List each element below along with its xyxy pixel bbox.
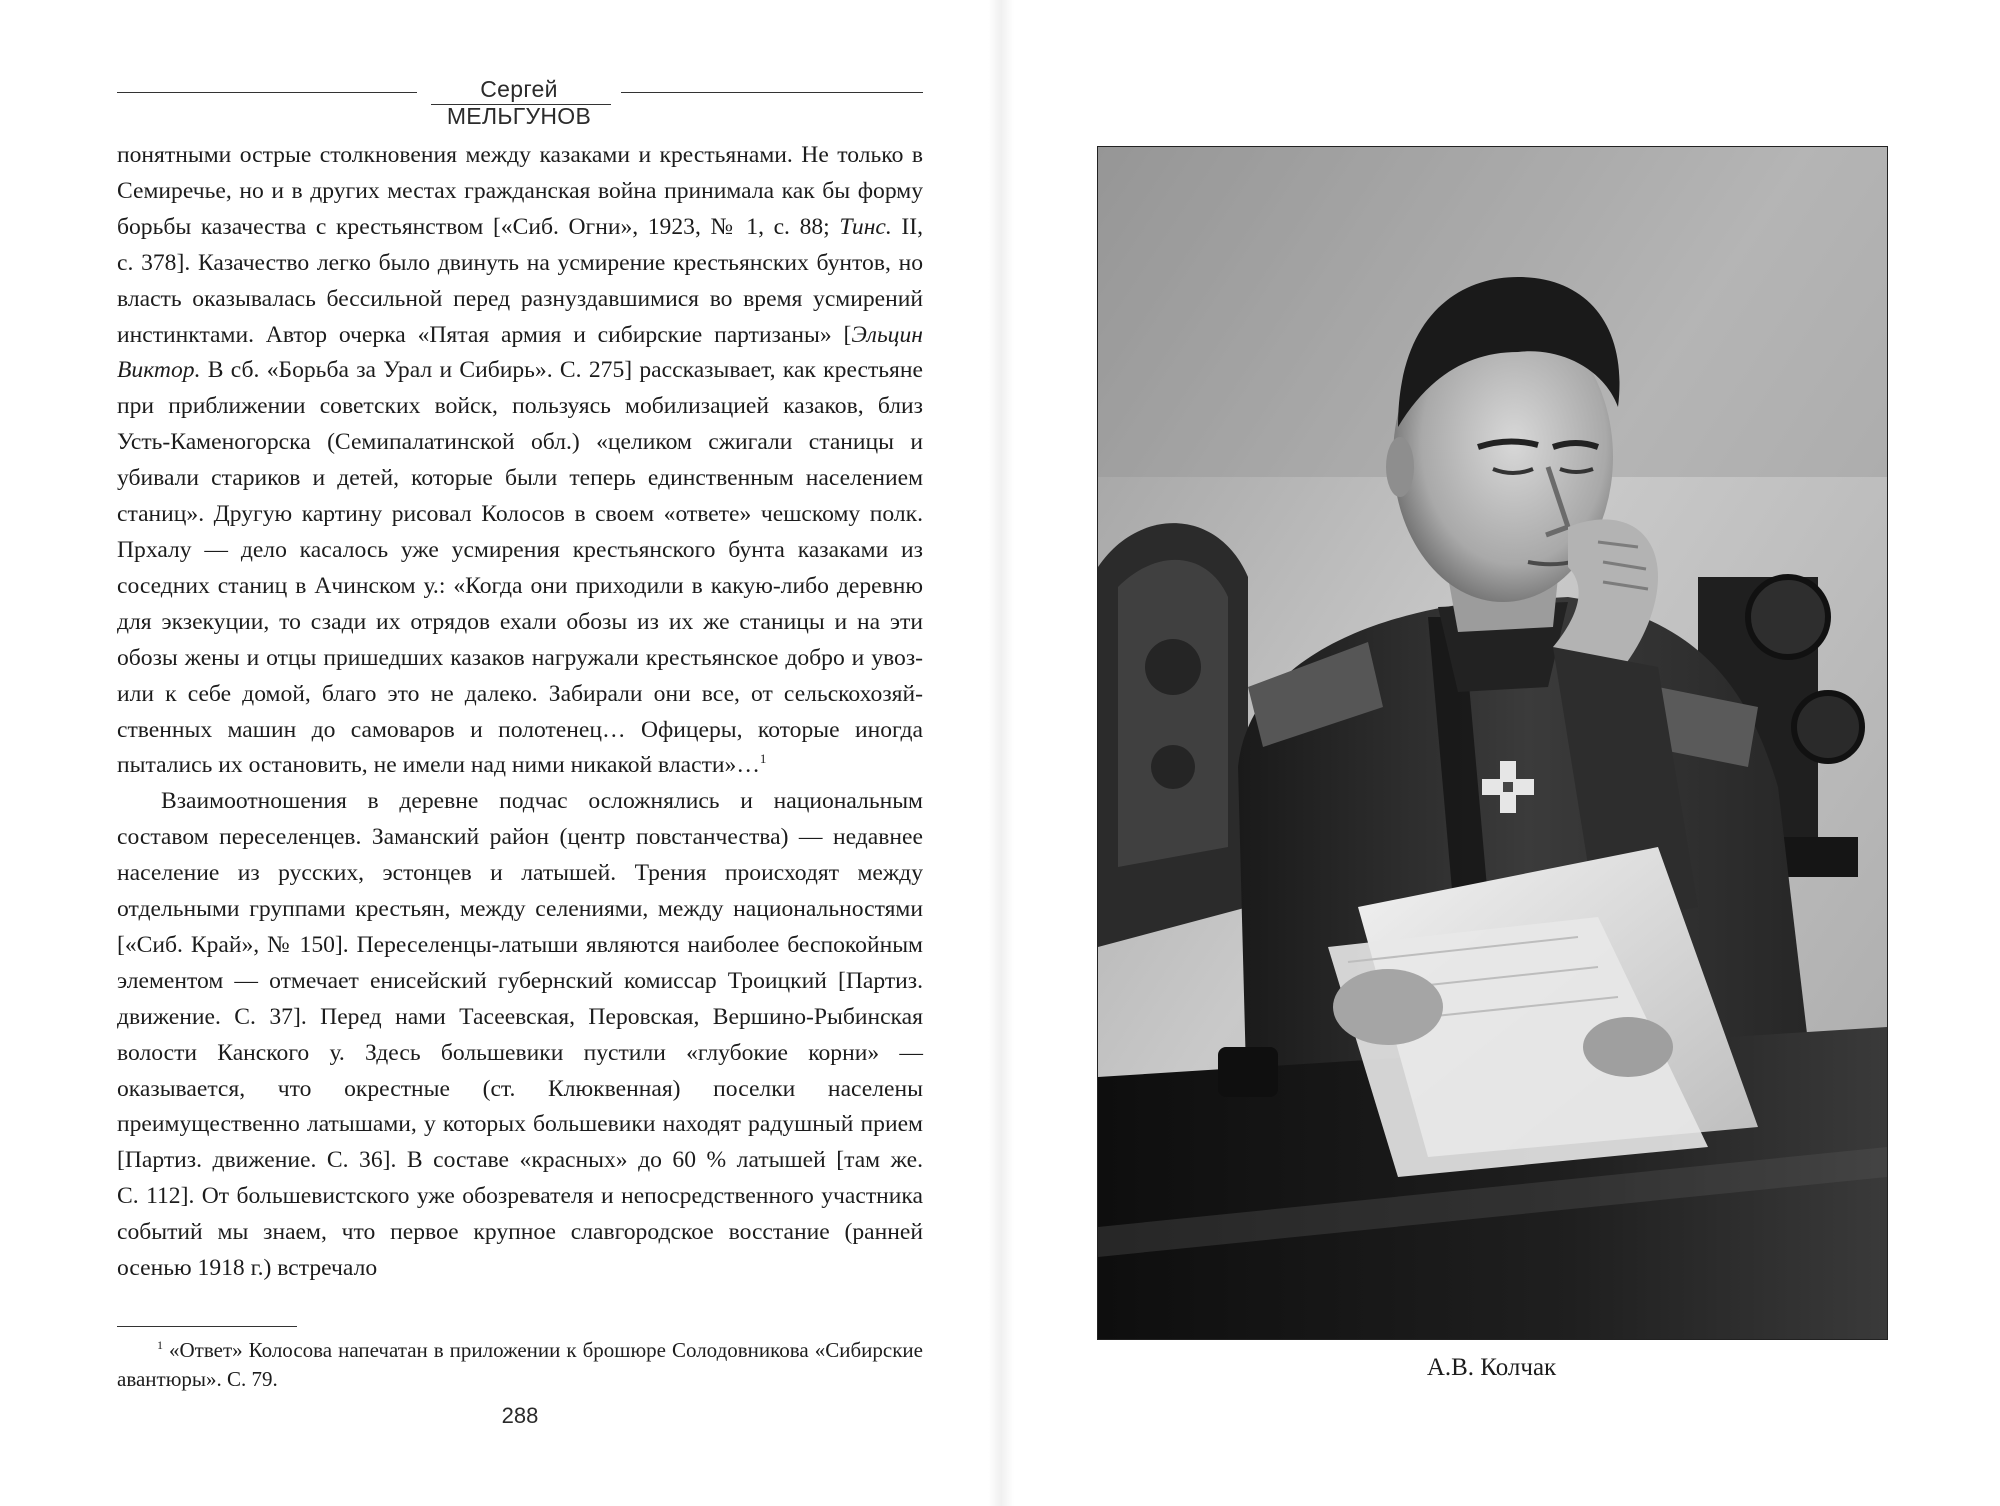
footnote — [117, 1336, 923, 1394]
text-run: В сб. «Борьба за Урал и Сибирь». С. 275] рассказывает, как крестьяне при приближении советских войск, пользуясь мобилизацией казаков, близ Усть-Каменогорска (Семипалатинской обл.) «целиком сжигали станицы и убивали стариков и детей, которые были теперь единственным населением станиц». Другую картину рисовал Колосов в своем «ответе» чешскому полк. Прхалу — дело касалось уже усмирения крестьянского бунта казаками из соседних станиц в Ачинском у.: «Когда они приходили в какую-либо деревню для экзекуции, то сзади их отрядов ехали обозы из их же станицы и на эти обозы жены и отцы пришедших казаков нагружали крестьянское добро и увозили к себе домой, благо это не далеко. Забирали они все, от сельскохозяйственных машин до самоваров и полотенец… Офицеры, которые иногда пытались их остановить, не имели над ними никакой власти»… — [117, 357, 923, 779]
gutter-shadow — [988, 0, 1014, 1506]
running-head-underline — [431, 104, 611, 105]
italic-citation: Тинс. — [839, 213, 892, 240]
page-number: 288 — [501, 1403, 539, 1428]
figure-caption: А.В. Колчак — [1426, 1354, 1557, 1381]
running-head-rule-left — [117, 92, 417, 93]
footnote-text: «Ответ» Колосова напечатан в приложении к брошюре Солодовникова «Сибирские авантюры». С. 79. — [117, 1338, 923, 1391]
portrait-photo — [1097, 146, 1888, 1340]
footnote-marker: 1 — [157, 1338, 163, 1352]
footnote-paragraph — [117, 1336, 923, 1394]
body-text — [117, 138, 923, 1287]
text-run: II, с. 378]. Казачество легко было двинуть на усмирение крестьянских бунтов, но власть оказывалась бессильной перед разнуздавшимися во время усмирений инстинктами. Автор очерка «Пятая армия и сибирские партизаны» [ — [117, 213, 924, 348]
paragraph — [117, 784, 923, 1287]
text-run: Взаимоотношения в деревне подчас осложнялись и национальным составом переселенцев. Заманский район (центр повстанчества) — недавнее население из русских, эстонцев и латышей. Трения происходят между отдельными группами крестьян, между селениями, между национальностями [«Сиб. Край», № 150]. Переселенцы-латыши являются наиболее беспокойным элементом — отмечает енисейский губернский комиссар Троицкий [Партиз. движение. С. 37]. Перед нами Тасеевская, Перовская, Вершино-Рыбинская волости Канского у. Здесь большевики пустили «глубокие корни» — оказывается, что окрестные (ст. Клюквенная) поселки населены преимущественно латышами, у которых большевики находят радушный прием [Партиз. движение. С. 36]. В составе «красных» до 60 % латышей [там же. С. 112]. От большевистского уже обозревателя и непосредственного участника событий мы знаем, что первое крупное славгородское восстание (ранней осенью 1918 г.) встречало — [117, 788, 923, 1282]
running-head-rule-right — [621, 92, 923, 93]
paragraph — [117, 138, 923, 784]
footnote-rule — [117, 1326, 297, 1327]
portrait-photo-graphic — [1098, 147, 1887, 1339]
running-head-author: Сергей МЕЛЬГУНОВ — [446, 76, 592, 129]
footnote-reference: 1 — [759, 751, 767, 767]
running-head — [117, 72, 923, 129]
italic-citation: Эльцин Виктор. — [117, 321, 923, 384]
text-run: понятными острые столкновения между казаками и крестьянами. Не только в Семиречье, но и в других местах гражданская война принимала как бы форму борьбы казачества с крестьянством [«Сиб. Огни», 1923, № 1, с. 88; — [117, 142, 923, 240]
